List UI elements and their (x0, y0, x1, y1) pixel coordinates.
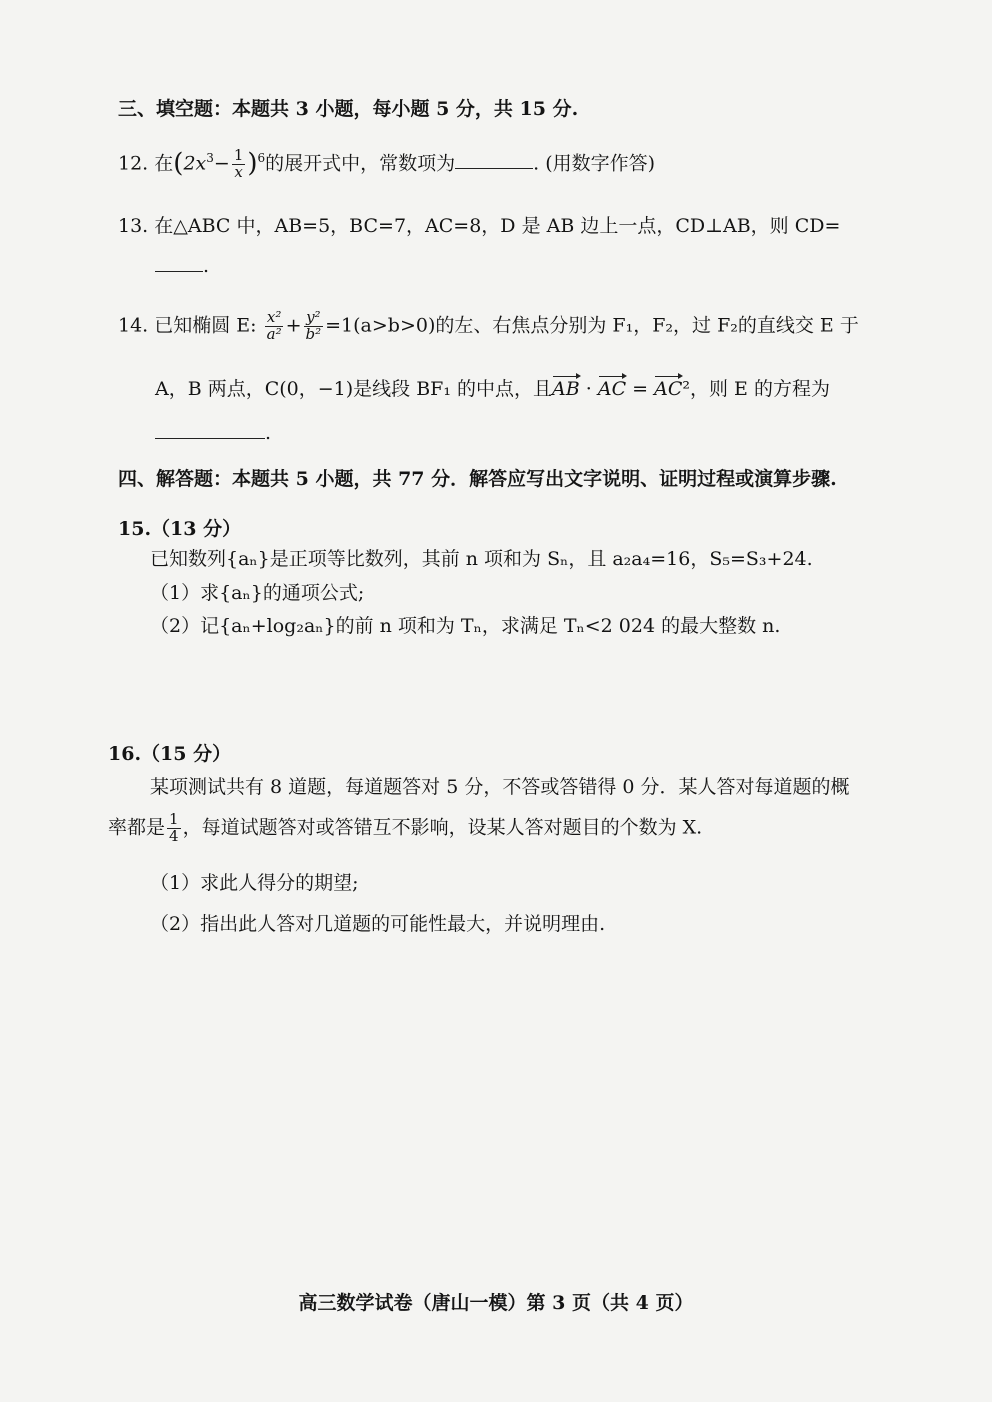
q16-frac-num: 1 (169, 810, 179, 828)
question-13 (118, 215, 840, 238)
q16-stem2-pre: 率都是 (108, 816, 166, 839)
q14-number: 14. (118, 314, 149, 337)
q12-fraction (232, 148, 246, 181)
q15-stem: 已知数列{aₙ}是正项等比数列，其前 n 项和为 Sₙ，且 a₂a₄=16，S₅=S₃+24. (150, 548, 813, 570)
section4-heading: 四、解答题：本题共 5 小题，共 77 分．解答应写出文字说明、证明过程或演算步骤. (118, 468, 837, 490)
q16-stem2-post: ，每道试题答对或答错互不影响，设某人答对题目的个数为 X. (182, 816, 703, 839)
q13-end: . (203, 255, 210, 277)
q16-heading: 16.（15 分） (108, 743, 232, 765)
q14-fraction-y (304, 310, 324, 343)
q14-end: . (265, 422, 272, 444)
q16-part2: （2）指出此人答对几道题的可能性最大，并说明理由. (150, 913, 606, 935)
q14-fraction-x (265, 310, 284, 343)
q16-stem-line2 (108, 812, 702, 845)
q14-eq: = (626, 378, 655, 400)
q14-f2-den: b² (305, 324, 322, 343)
q12-frac-num: 1 (233, 146, 244, 164)
q14-f1-num: x² (266, 308, 282, 326)
q12-tail: . (用数字作答) (533, 152, 656, 175)
q14-pre: 已知椭圆 E: (154, 314, 257, 337)
q12-answer-blank[interactable] (455, 150, 533, 169)
q13-answer-line (155, 253, 209, 278)
q14-plus: + (285, 314, 302, 337)
q15-part2: （2）记{aₙ+log₂aₙ}的前 n 项和为 Tₙ，求满足 Tₙ<2 024 的最大整数 n. (150, 615, 781, 637)
q16-part1: （1）求此人得分的期望; (150, 872, 359, 894)
q16-fraction (167, 812, 181, 845)
q12-frac-den: x (234, 162, 243, 181)
q13-answer-blank[interactable] (155, 253, 203, 272)
section3-heading: 三、填空题：本题共 3 小题，每小题 5 分，共 15 分. (118, 98, 579, 120)
q12-outer-exp: 6 (257, 150, 266, 165)
q14-line2-pre: A，B 两点，C(0，−1)是线段 BF₁ 的中点，且 (155, 378, 553, 400)
q14-line2 (155, 378, 830, 401)
q16-stem-line1: 某项测试共有 8 道题，每道题答对 5 分，不答或答错得 0 分．某人答对每道题的概 (150, 776, 850, 798)
vector-ac-2: AC (654, 378, 683, 400)
q13-text: 在△ABC 中，AB=5，BC=7，AC=8，D 是 AB 边上一点，CD⊥AB，则 CD= (154, 215, 841, 237)
vector-ac-1: AC (597, 378, 627, 400)
q14-line2-post: ，则 E 的方程为 (690, 378, 830, 400)
q12-number: 12. (118, 152, 149, 175)
q12-post: 的展开式中，常数项为 (265, 152, 456, 175)
q13-number: 13. (118, 215, 149, 237)
q14-answer-line (155, 420, 271, 445)
q12-minus: − (213, 152, 230, 175)
q12-pre: 在 (154, 152, 174, 175)
left-paren-glyph: ( (173, 148, 184, 179)
right-paren-glyph: ) (247, 148, 258, 179)
page-footer: 高三数学试卷（唐山一模）第 3 页（共 4 页） (298, 1292, 694, 1314)
q14-post: =1(a>b>0)的左、右焦点分别为 F₁，F₂，过 F₂的直线交 E 于 (325, 314, 859, 337)
q14-f1-den: a² (266, 324, 282, 343)
q14-answer-blank[interactable] (155, 420, 265, 439)
q15-heading: 15.（13 分） (118, 518, 242, 540)
q14-dot: · (579, 378, 598, 400)
q15-part1: （1）求{aₙ}的通项公式; (150, 582, 365, 604)
question-14 (118, 310, 859, 343)
q16-frac-den: 4 (169, 826, 179, 845)
q14-sq: ² (682, 378, 690, 400)
question-12 (118, 148, 655, 181)
q14-f2-num: y² (306, 308, 321, 326)
q12-expr-a-exp: 3 (206, 150, 214, 165)
vector-ab: AB (552, 378, 580, 400)
q12-expr-a: 2x (183, 152, 207, 175)
